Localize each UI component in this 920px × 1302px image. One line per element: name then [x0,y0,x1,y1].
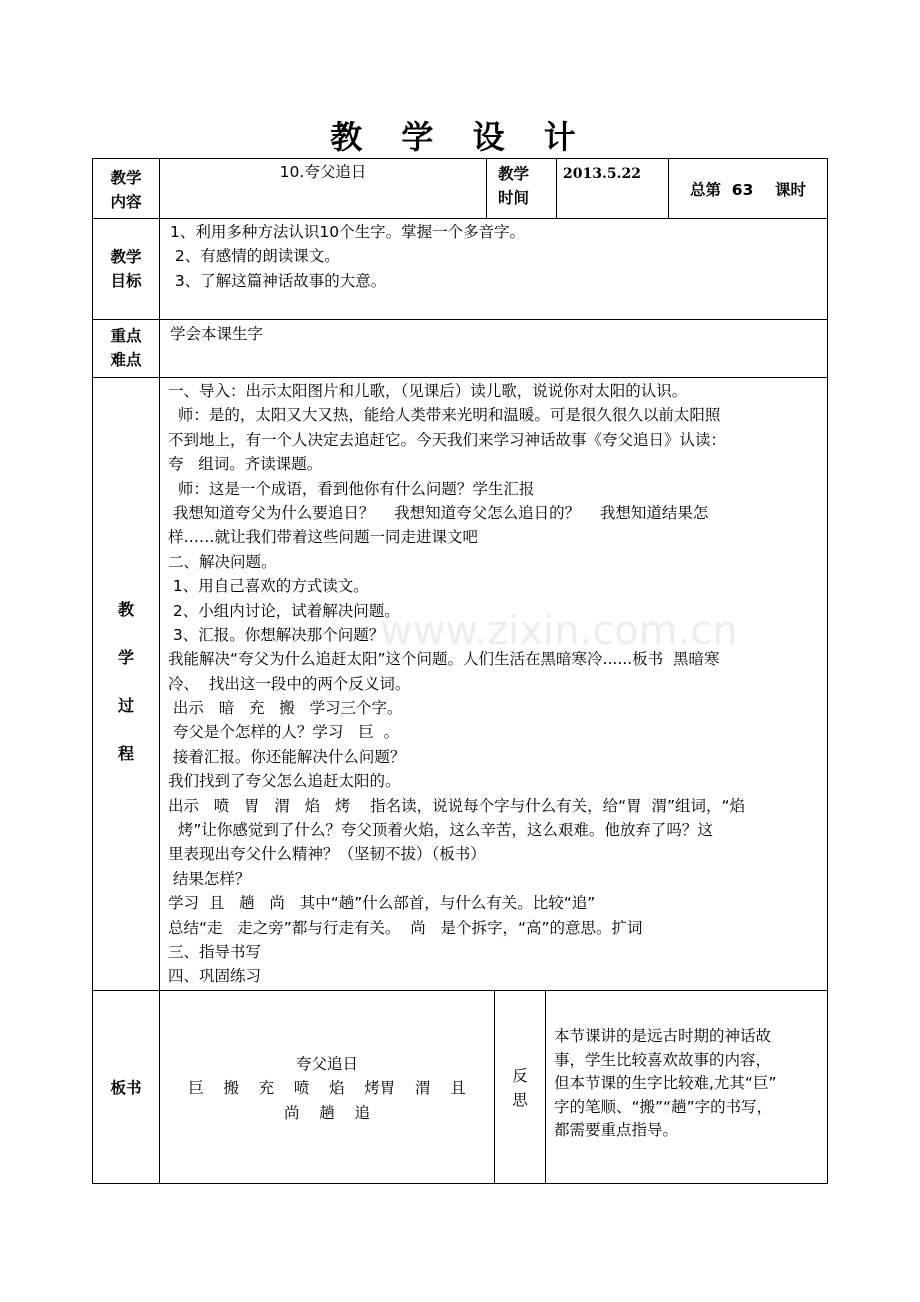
process-content [168,379,826,989]
content-label: 教学 内容 [110,169,142,211]
key-points-value: 学会本课生字 [170,325,264,343]
reflection-line: 本节课讲的是远古时期的神话故 [554,1027,772,1045]
process-line: 夸父是个怎样的人？学习 巨 。 [168,723,400,742]
process-label-char: 学 [117,648,134,667]
page-title: 教 学 设 计 [330,118,590,156]
process-line: 烤”让你感觉到了什么？夸父顶着火焰，这么辛苦，这么艰难。他放弃了吗？这 [168,821,713,840]
process-line: 我想知道夸父为什么要追日？ 我想知道夸父怎么追日的？ 我想知道结果怎 [168,503,709,522]
process-line: 我能解决“夸父为什么追赶太阳”这个问题。人们生活在黑暗寒冷......板书 黑暗寒 [168,650,720,669]
process-line: 总结“走 走之旁”都与行走有关。 尚 是个拆字，“高”的意思。扩词 [168,918,643,937]
process-label [93,598,159,790]
objective-item: 3、了解这篇神话故事的大意。 [170,271,387,290]
process-line: 1、用自己喜欢的方式读文。 [168,577,369,596]
process-line: 不到地上，有一个人决定去追赶它。今天我们来学习神话故事《夸父追日》认读： [168,430,727,449]
process-label-char: 程 [117,744,134,763]
reflection-label: 反 思 [512,1067,528,1109]
board-line: 夸父追日 [295,1055,358,1073]
process-line: 我们找到了夸父怎么追赶太阳的。 [168,772,401,791]
process-line: 学习 且 趟 尚 其中“趟”什么部首，与什么有关。比较“追” [168,894,596,913]
process-line: 2、小组内讨论，试着解决问题。 [168,601,400,620]
process-line: 里表现出夸父什么精神？（坚韧不拔）（板书） [168,845,486,864]
process-label-char: 教 [117,600,134,619]
reflection-line: 都需要重点指导。 [554,1121,679,1139]
key-points-label: 重点 难点 [110,327,142,369]
lesson-title: 10.夸父追日 [279,163,367,181]
objective-item: 2、有感情的朗读课文。 [170,247,340,266]
board-line: 巨 搬 充 喷 焰 烤胃 渭 且 [188,1079,466,1098]
lesson-date: 2013.5.22 [563,166,641,182]
process-line: 冷、 找出这一段中的两个反义词。 [168,674,411,693]
time-label: 教学 时间 [498,165,530,207]
reflection-content [554,1025,826,1143]
process-line: 四、巩固练习 [168,967,262,986]
process-line: 接着汇报。你还能解决什么问题？ [168,747,406,766]
process-line: 师：这是一个成语，看到他你有什么问题？学生汇报 [168,479,535,498]
process-line: 师：是的，太阳又大又热，能给人类带来光明和温暖。可是很久很久以前太阳照 [168,406,721,425]
process-line: 结果怎样？ [168,869,251,888]
process-line: 3、汇报。你想解决那个问题？ [168,625,385,644]
process-line: 样……就让我们带着这些问题一同走进课文吧 [168,528,479,547]
objectives-label: 教学 目标 [110,248,142,290]
process-line: 三、指导书写 [168,942,262,961]
process-line: 二、解决问题。 [168,552,277,571]
process-line: 一、导入：出示太阳图片和儿歌，（见课后）读儿歌，说说你对太阳的认识。 [168,382,688,400]
lesson-total: 总第 63 课时 [690,181,806,199]
reflection-line: 事，学生比较喜欢故事的内容， [554,1050,772,1069]
board-content [160,1052,494,1125]
process-line: 出示 喷 胃 渭 焰 烤 指名读，说说每个字与什么有关，给“胃 渭”组词，“焰 [168,796,746,815]
process-label-char: 过 [117,696,134,715]
reflection-line: 但本节课的生字比较难,尤其“巨” [554,1074,777,1092]
board-label: 板书 [110,1079,142,1097]
reflection-line: 字的笔顺、“搬”“趟”字的书写， [554,1097,773,1116]
objective-item: 1、利用多种方法认识10个生字。掌握一个多音字。 [170,223,526,241]
board-line: 尚 趟 追 [284,1103,370,1122]
watermark: www.zixin.com.cn [380,608,738,654]
process-line: 出示 暗 充 搬 学习三个字。 [168,699,403,718]
process-line: 夸 组词。齐读课题。 [168,455,323,474]
objectives-list [170,220,820,293]
